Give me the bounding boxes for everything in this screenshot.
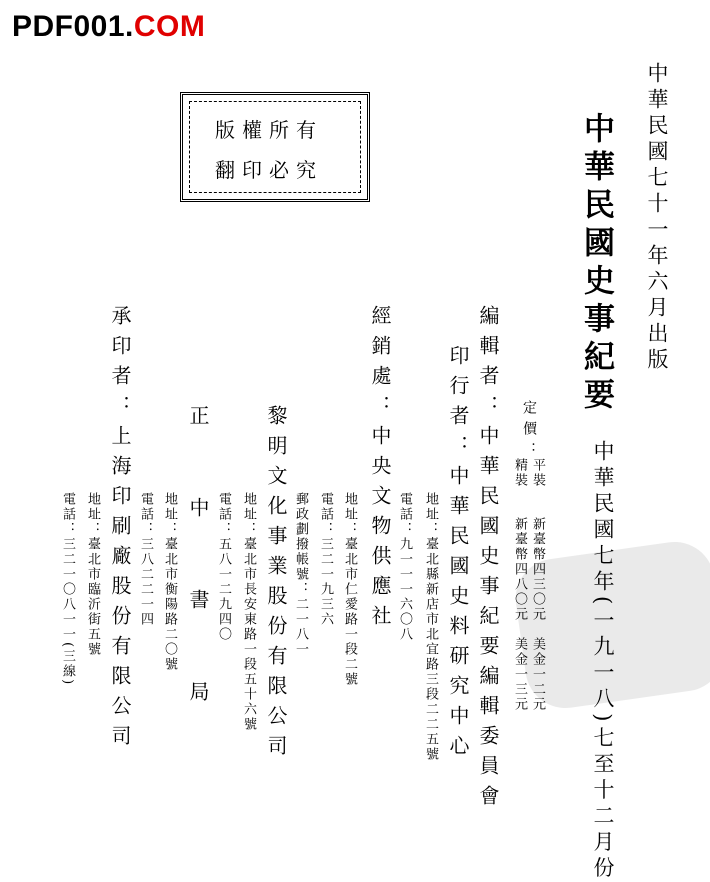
copyright-line2: 翻印必究 xyxy=(215,158,323,182)
printer: 印行者：中華民國史料研究中心 xyxy=(446,345,470,765)
contractor-address: 地址：臺北市臨沂街五號 xyxy=(85,492,100,657)
book-period: 中華民國七年(一九一八)七至十二月份 xyxy=(591,440,615,882)
book-title: 中華民國史事紀要 xyxy=(578,112,614,416)
copyright-border xyxy=(180,92,370,202)
bookstore-name: 黎明文化事業股份有限公司 xyxy=(264,405,288,765)
printer-phone: 電話：九一一一六〇八 xyxy=(397,492,412,642)
printer-address: 地址：臺北縣新店市北宜路三段二二五號 xyxy=(423,492,438,762)
distributor-address: 地址：臺北市仁愛路一段二號 xyxy=(342,492,357,687)
pdf001-watermark xyxy=(12,12,205,42)
bookstore-address: 地址：臺北市長安東路一段五十六號 xyxy=(241,492,256,732)
publication-date: 中華民國七十一年六月出版 xyxy=(645,62,669,374)
contractor: 承印者：上海印刷廠股份有限公司 xyxy=(108,305,132,755)
price-label: 定價： xyxy=(521,400,537,463)
zhengzhong-bookstore: 正中書局 xyxy=(186,405,210,773)
distributor: 經銷處：中央文物供應社 xyxy=(368,305,392,635)
price-paper: 平裝 xyxy=(530,458,545,488)
distributor-postal-account: 郵政劃撥帳號：二一八一 xyxy=(293,492,308,657)
watermark-part1: PDF001. xyxy=(12,10,134,43)
zhengzhong-phone: 電話：三八二二一四 xyxy=(138,492,153,627)
zhengzhong-address: 地址：臺北市衡陽路二〇號 xyxy=(162,492,177,672)
price-cloth-amount: 新臺幣四八〇元 美金一三元 xyxy=(512,517,527,712)
price-paper-amount: 新臺幣四三〇元 美金一二元 xyxy=(530,517,545,712)
bookstore-phone: 電話：五八一二九四〇 xyxy=(216,492,231,642)
watermark-part2: COM xyxy=(133,10,206,43)
contractor-phone: 電話：三二一〇八一一(三線) xyxy=(60,492,75,687)
price-cloth: 精裝 xyxy=(512,458,527,488)
copyright-line1: 版權所有 xyxy=(215,118,323,142)
distributor-phone: 電話：三二一九三六 xyxy=(318,492,333,627)
editor: 編輯者：中華民國史事紀要編輯委員會 xyxy=(476,305,500,815)
